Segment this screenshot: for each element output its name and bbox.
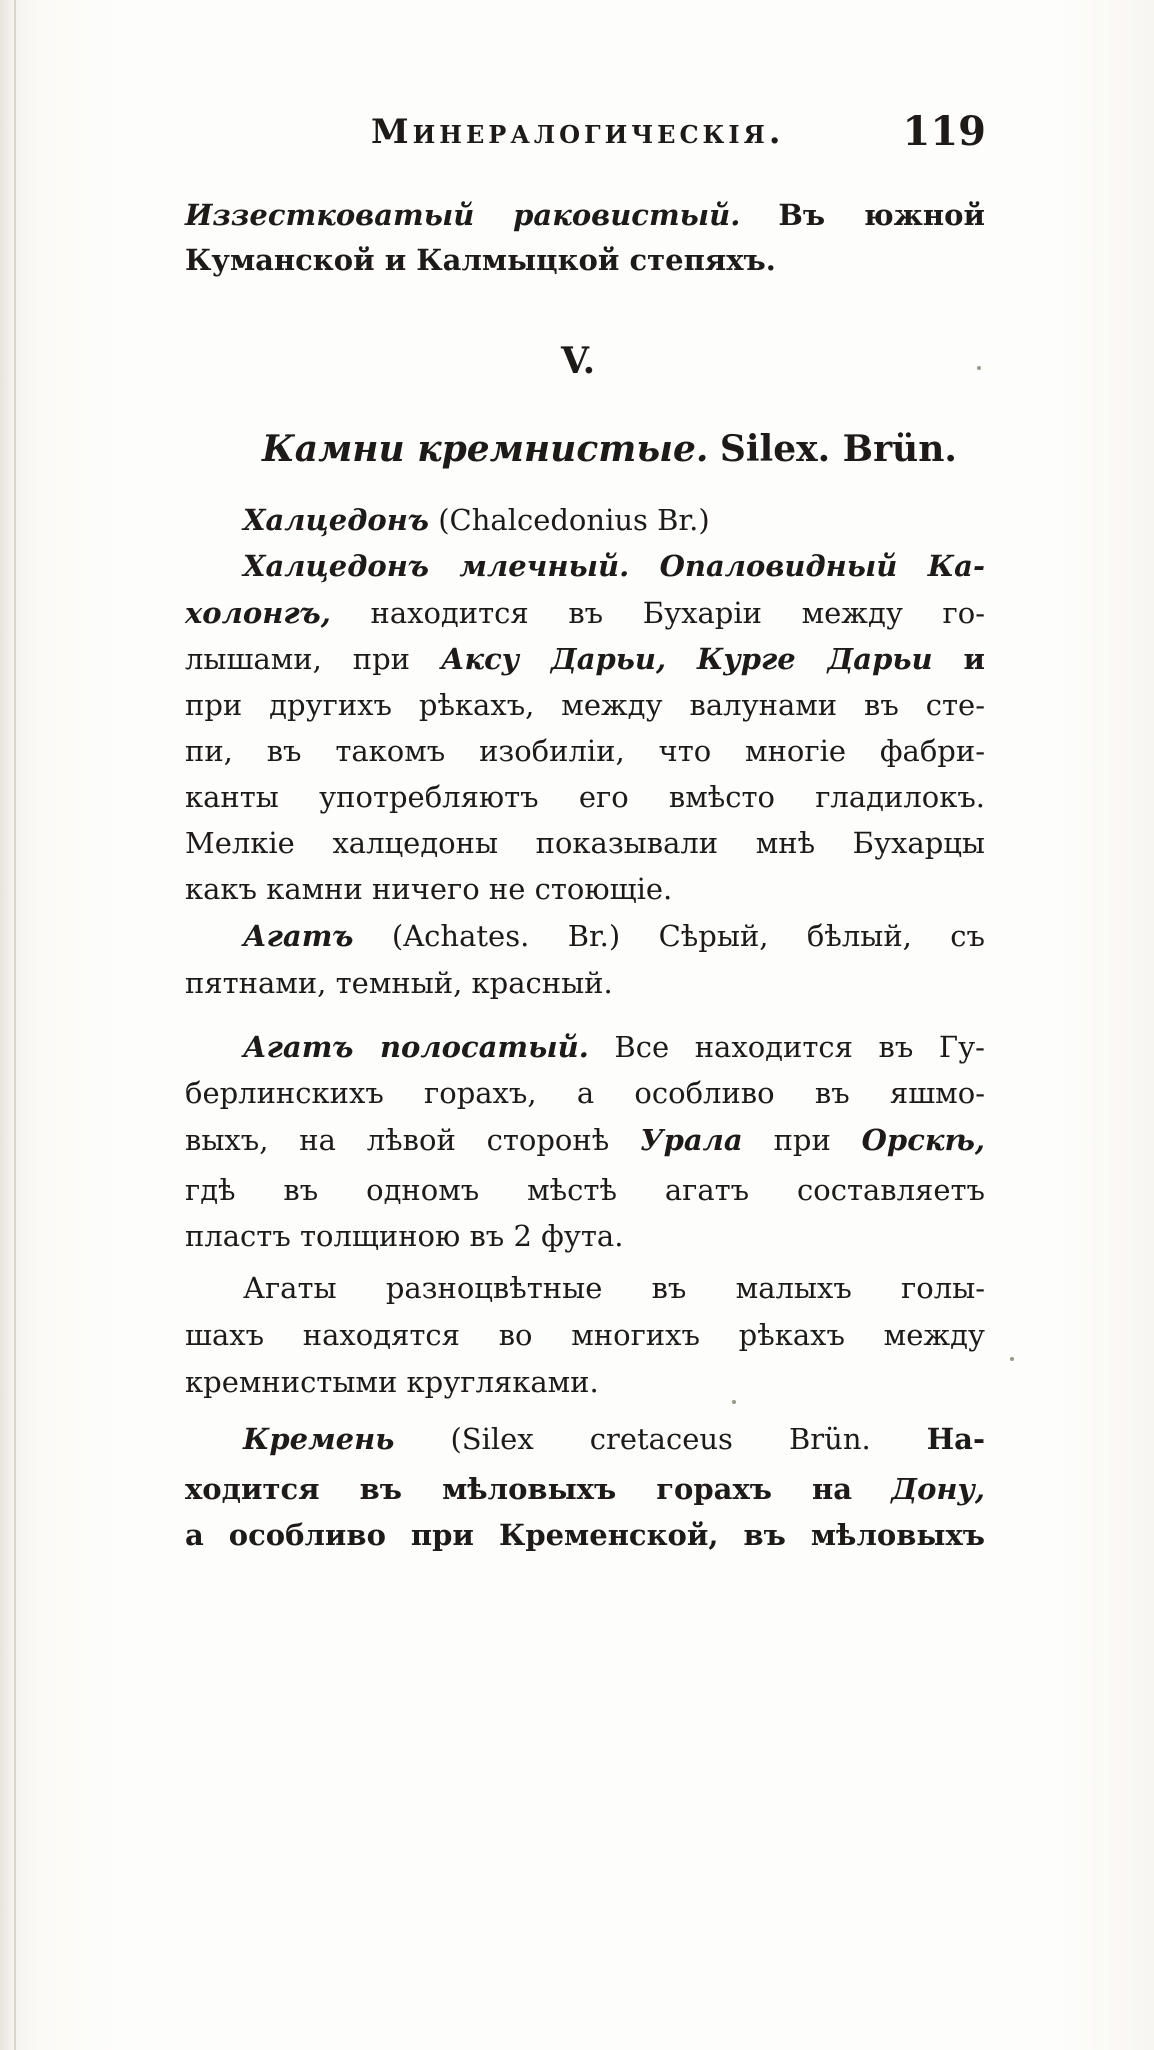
term-italic: холонгъ, xyxy=(185,596,331,630)
heading-italic: Камни кремнистые. xyxy=(262,428,709,470)
place-name: Аксу Дарьи, xyxy=(440,642,667,676)
text-line xyxy=(185,1118,985,1162)
text-line xyxy=(185,1071,985,1115)
text-run: ходится въ мѣловыхъ горахъ на xyxy=(185,1472,853,1506)
text-run: (Achates. Br.) Сѣрый, бѣлый, съ xyxy=(391,919,985,953)
page-gutter xyxy=(14,0,16,2050)
text-line xyxy=(185,683,985,727)
term-italic: Халцедонъ млечный. Опаловидный Ка- xyxy=(243,549,985,583)
text-run: пятнами, темный, красный. xyxy=(185,966,613,1000)
section-heading xyxy=(262,424,957,475)
text-run: берлинскихъ горахъ, а особливо въ яшмо- xyxy=(185,1076,985,1110)
section-number: V. xyxy=(561,340,596,382)
text-run: при другихъ рѣкахъ, между валунами въ сте- xyxy=(185,688,985,722)
text-line xyxy=(185,591,985,635)
text-line xyxy=(243,1266,985,1310)
text-line xyxy=(185,775,985,819)
running-head-title: Минералогическія. xyxy=(371,112,785,152)
text-line xyxy=(185,867,672,911)
term-italic: Агатъ полосатый. xyxy=(243,1030,589,1064)
text-line xyxy=(243,498,710,542)
text-run: (Silex cretaceus Brün. xyxy=(450,1422,871,1456)
text-run: какъ камни ничего не стоющіе. xyxy=(185,872,673,906)
text-run: пи, въ такомъ изобиліи, что многіе фабри- xyxy=(185,734,985,768)
text-line xyxy=(243,1025,985,1069)
text-run: и xyxy=(963,642,986,676)
text-run: а особливо при Кременской, въ мѣловыхъ xyxy=(185,1518,985,1552)
text-run: шахъ находятся во многихъ рѣкахъ между xyxy=(185,1318,985,1352)
print-speck xyxy=(977,366,981,370)
print-speck xyxy=(732,1400,736,1404)
text-line xyxy=(185,1360,599,1404)
text-line xyxy=(185,1313,985,1357)
text-run: выхъ, на лѣвой сторонѣ xyxy=(185,1123,610,1157)
page-number: 119 xyxy=(902,108,986,155)
text-run: На- xyxy=(926,1422,985,1456)
text-line xyxy=(185,961,613,1005)
running-head xyxy=(371,108,986,158)
term-italic: Агатъ xyxy=(243,919,354,953)
place-name: Курге Дарьи xyxy=(696,642,933,676)
text-run: Мелкіе халцедоны показывали мнѣ Бухарцы xyxy=(185,826,985,860)
heading-latin: Silex. Brün. xyxy=(719,428,957,470)
text-line xyxy=(185,729,985,773)
term-italic: Кремень xyxy=(243,1422,395,1456)
text-line xyxy=(185,1513,985,1557)
text-line xyxy=(185,1214,623,1258)
text-line xyxy=(185,238,776,282)
place-name: Урала xyxy=(640,1123,743,1157)
text-run: Въ южной xyxy=(778,198,986,232)
text-line xyxy=(243,1417,985,1461)
text-line xyxy=(185,193,985,237)
text-run: (Chalcedonius Br.) xyxy=(438,503,710,537)
text-line xyxy=(185,821,985,865)
print-speck xyxy=(1010,1357,1014,1361)
text-run: пластъ толщиною въ 2 фута. xyxy=(185,1219,624,1253)
term-italic: Халцедонъ xyxy=(243,503,429,537)
text-run: Все находится въ Гу- xyxy=(614,1030,985,1064)
place-name: Орскѣ, xyxy=(861,1123,986,1157)
text-run: Куманской и Калмыцкой степяхъ. xyxy=(185,243,776,277)
text-line xyxy=(243,914,985,958)
place-name: Дону, xyxy=(891,1472,985,1506)
text-line xyxy=(243,544,985,588)
text-run: канты употребляютъ его вмѣсто гладилокъ. xyxy=(185,780,985,814)
text-line xyxy=(185,1467,985,1511)
text-run: находится въ Бухаріи между го- xyxy=(370,596,986,630)
text-line xyxy=(185,637,985,681)
text-run: при xyxy=(773,1123,831,1157)
text-run: гдѣ въ одномъ мѣстѣ агатъ составляетъ xyxy=(185,1173,985,1207)
text-line xyxy=(185,1168,985,1212)
term-italic: Иззестковатый раковистый. xyxy=(185,198,741,232)
text-run: кремнистыми кругляками. xyxy=(185,1365,599,1399)
text-run: Агаты разноцвѣтные въ малыхъ голы- xyxy=(243,1271,985,1305)
text-run: лышами, при xyxy=(185,642,410,676)
